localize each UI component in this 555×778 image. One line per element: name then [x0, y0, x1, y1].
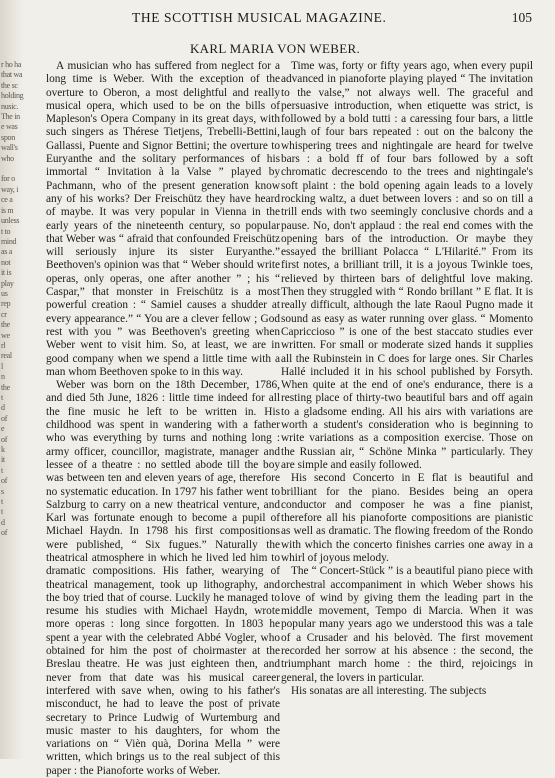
paragraph: A musician who has suffered from neglect for a long time is Weber. With the exception of the overture to Oberon, a most delightful and really musical opera, which used to be on the bills of Mapleson's Opera Company in its great days, with such singers as Thérese Tietjens, Trebelli-Bettini, Gallassi, Puente and Signor Bettini; the overture to Euryanthe and the solitary performances of his immortal “ Invitation à la Valse ” played by Pachmann, who of the present generation know any of his works? Der Freischütz they have heard of maybe. It was very popular in Vienna in the early years of the nineteenth century, so popular that Weber was “ afraid that confounded Freischütz will seriously injure its sister Euryanthe.” Beethoven's opinion was that “ Weber should write operas, only operas, one after another ” ; his “ Caspar,” that monster in Freischütz is a most powerful creation : “ Samiel causes a shudder at every appearance.” “ You are a clever fellow ; God rest with you ” was Beethoven's greeting when Weber went to visit him. So, at least, we are in good company when we spend a little time with a man whom Beethoven spoke to in this way. [46, 60, 280, 378]
paragraph: Weber was born on the 18th December, 1786, and died 5th June, 1826 : little time indeed for all the fine music he left to be written in. His childhood was spent in wandering with a father who was everything by turns and nothing long : army officer, councillor, magistrate, manager and lessee of a theatre : no settled abode till the boy was between ten and eleven years of age, therefore no systematic education. In 1797 his father went to Salzburg to carry on a new theatrical venture, and Karl was fortunate enough to become a pupil of Michael Haydn. In 1798 his first compositions were published, “ Six fugues.” Naturally the theatrical atmosphere in which he lived led him to dramatic compositions. His father, wearying of theatrical management, took up lithography, and the boy tried that of course. Luckily he managed to resume his studies with Michael Haydn, wrote more operas : long since forgotten. In 1803 he spent a year with the celebrated Abbé Vogler, who obtained for him the post of choirmaster at the Breslau theatre. He was just eighteen then, and never from that date was his musical career interfered with save when, owing to his father's misconduct, he had to leave the post of private secretary to Prince Ludwig of Wurtemburg and music master to his daughters, for whom the variations on “ Vièn quà, Dorina Mella ” were written, which brings us to the real subject of this paper : the Pianoforte works of Weber. [46, 379, 280, 777]
paragraph: His second Concerto in E flat is beautiful and brilliant for the piano. Besides being an opera conductor and composer he was a fine pianist, therefore all his pianoforte compositions are pianistic as well as dramatic. The flowing freedom of the Rondo with which the concerto finishes carries one away in a whirl of joyous melody. [281, 472, 533, 564]
right-column [281, 60, 533, 698]
left-column [46, 60, 280, 778]
article-title: KARL MARIA VON WEBER. [189, 41, 360, 56]
page-header [40, 10, 538, 32]
page-number: 105 [511, 10, 532, 25]
adjacent-page-text-fragments: r ho ha that wa the sc holding nusic. The in e was spon wall's who for o way, i ce a is m unless t to mind as a not it is play us rep cr the we rl real l n the t d of e of k it t of s t t d of [1, 60, 24, 538]
page-gutter-shadow [0, 0, 24, 759]
paragraph: The “ Concert-Stück ” is a beautiful piano piece with orchestral accompaniment in which Weber shows his love of wind by giving them the leading part in the middle movement, Tempo di Marcia. When it was popular many years ago we understood this was a tale of a Crusader and his belovèd. The first movement recorded her sorrow at his absence : the second, the triumphant march home : the third, rejoicings in general, the lovers in particular. [281, 565, 533, 684]
paragraph: Time was, forty or fifty years ago, when every pupil advanced in pianoforte playing played “ The invitation to the valse,” not always well. The graceful and persuasive introduction, when etiquette was strict, is followed by a bold tutti : a caressing four bars, a little laugh of four bars repeated : out on the balcony the whispering trees and nightingale are heard for twelve bars : a bold ff of four bars followed by a soft chromatic decrescendo to the trees and nightingale's soft plaint : the bold opening again leads to a lovely rocking waltz, a duet between lovers : and so on till a trill ends with two seemingly conclusive chords and a pause. No, don't applaud : the real end comes with the opening bars of the introduction. Or maybe they essayed the brilliant Polacca “ L'Hilarité.” From its first notes, a brilliant trill, it is a joyous Twinkle toes, relieved by thirteen bars of delightful love making. Then they struggled with “ Rondo brillant ” E flat. It is really difficult, although the late Raoul Pugno made it sound as easy as water running over glass. “ Momento Capriccioso ” is one of the best staccato studies ever written. For small or moderate sized hands it supplies all the Rubinstein in C does for large ones. Sir Charles Hallé included it in his school published by Forsyth. When quite at the end of one's endurance, there is a resting place of thirty-two beautiful bars and off again to a gladsome ending. All his airs with variations are worth a student's consideration who is beginning to write variations as a composition exercise. Those on the Russian air, “ Schöne Minka ” particularly. They are simple and easily followed. [281, 60, 533, 471]
paragraph: His sonatas are all interesting. The subjects [291, 684, 487, 697]
running-title: THE SCOTTISH MUSICAL MAGAZINE. [132, 10, 387, 25]
